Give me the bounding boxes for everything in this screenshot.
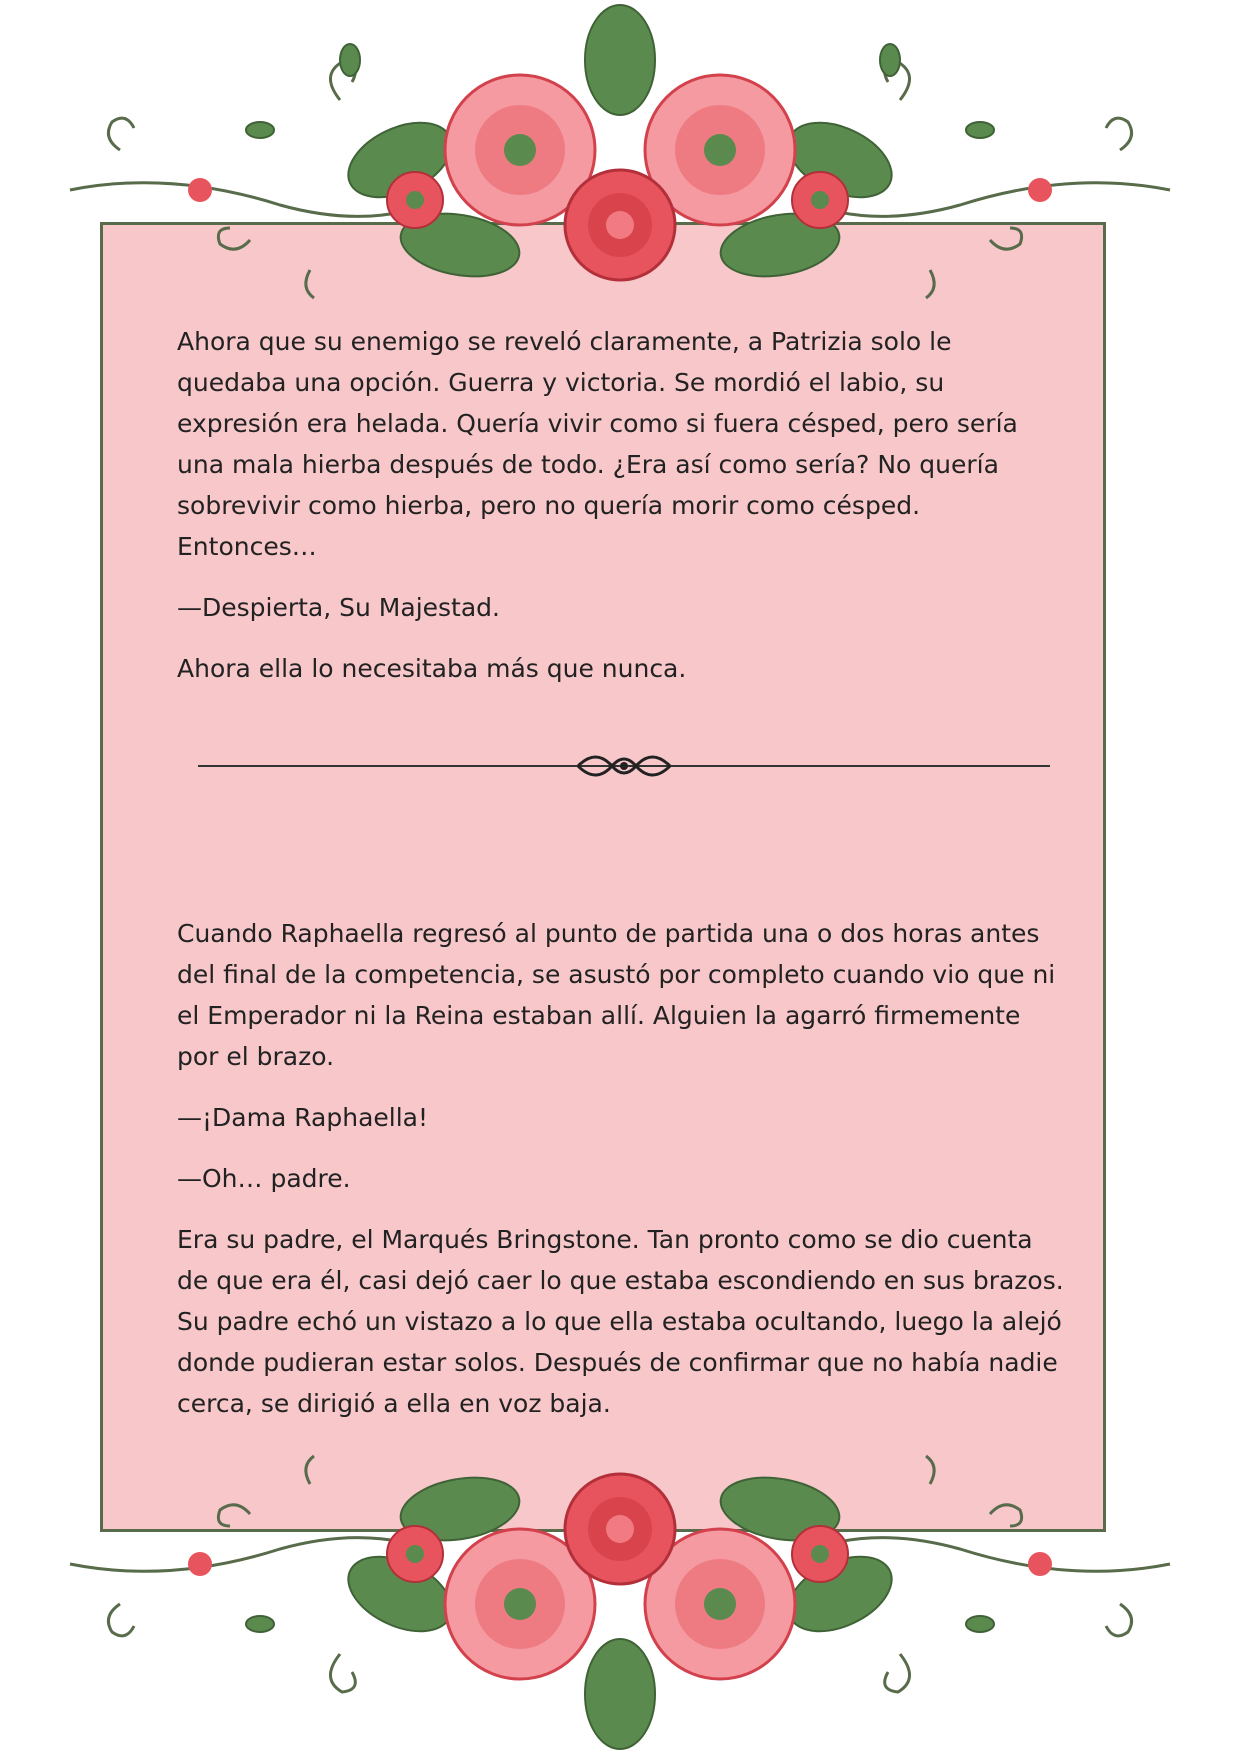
paragraph: —Despierta, Su Majestad. [177,593,500,622]
paragraph: —¡Dama Raphaella! [177,1103,429,1132]
paragraph: Ahora ella lo necesitaba más que nunca. [177,654,687,683]
paragraph: Era su padre, el Marqués Bringstone. Tan pronto como se dio cuenta de que era él, casi dejó caer lo que estaba escondiendo en sus brazos. Su padre echó un vistazo a lo que ella estaba ocultando, luego la alejó donde pudieran estar solos. Después de confirmar que no había nadie cerca, se dirigió a ella en voz baja. [177,1225,1064,1418]
floral-ornament-bottom-icon [50,1420,1190,1754]
paragraph: Ahora que su enemigo se reveló claramente, a Patrizia solo le quedaba una opción. Guerra y victoria. Se mordió el labio, su expresión era helada. Quería vivir como si fuera césped, pero sería una mala hierba después de todo. ¿Era así como sería? No quería sobrevivir como hierba, pero no quería morir como césped. Entonces… [177,327,1018,561]
floral-ornament-top-icon [50,0,1190,330]
text-section-2 [177,913,1067,1444]
paragraph: —Oh… padre. [177,1164,351,1193]
scroll-divider-icon [198,746,1050,786]
text-section-1 [177,321,1067,709]
paragraph: Cuando Raphaella regresó al punto de partida una o dos horas antes del final de la competencia, se asustó por completo cuando vio que ni el Emperador ni la Reina estaban allí. Alguien la agarró firmemente por el brazo. [177,919,1056,1071]
